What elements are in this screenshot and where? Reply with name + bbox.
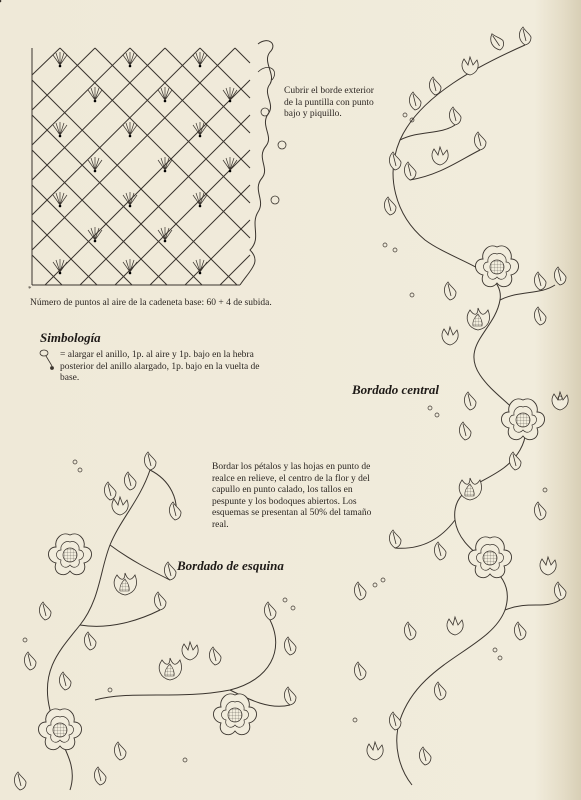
corner-embroidery-title: Bordado de esquina xyxy=(177,558,284,573)
central-embroidery-title: Bordado central xyxy=(352,382,440,397)
embroidery-instructions: Bordar los pétalos y las hojas en punto de realce en relieve, el centro de la flor y del capullo en punto calado, los tallos en pespunte y los bodoques abiertos. Los esquemas se presentan al 50% del tamaño real. xyxy=(212,462,372,530)
symbol-definition: = alargar el anillo, 1p. al aire y 1p. bajo en la hebra posterior del anillo alargado, 1p. bajo en la vuelta de base. xyxy=(60,350,260,383)
border-note: Cubrir el borde exterior de la puntilla con punto bajo y piquillo. xyxy=(284,86,374,119)
symbols-heading: Simbología xyxy=(40,330,101,345)
base-chain-note: Número de puntos al aire de la cadeneta base: 60 + 4 de subida. xyxy=(30,298,272,308)
svg-text:*: * xyxy=(28,285,32,293)
